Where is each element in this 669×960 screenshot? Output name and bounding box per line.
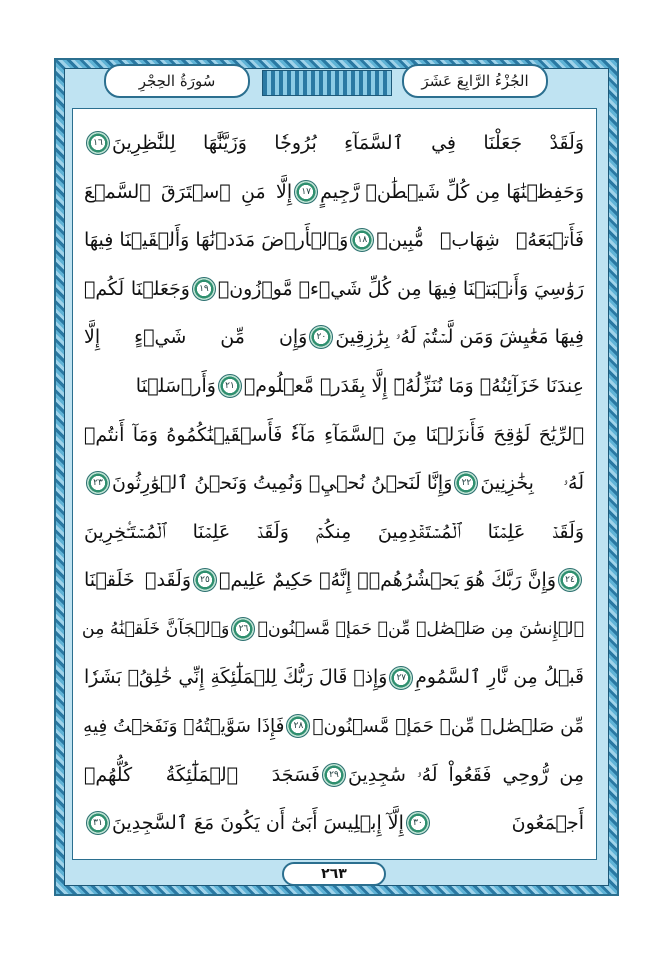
verse-text: ٱلرِّيَٰحَ لَوَٰقِحَ فَأَنزَلۡنَا مِنَ ٱلسَّمَآءِ مَآءٗ فَأَسۡقَيۡنَٰكُمُوهُ وَمَآ أَنتُمۡ (84, 423, 584, 446)
verse-text: وَإِذۡ قَالَ رَبُّكَ لِلۡمَلَٰٓئِكَةِ إِنِّي خَٰلِقُۢ بَشَرٗا (84, 667, 388, 689)
verse-text: إِلَّآ إِبۡلِيسَ أَبَىٰٓ أَن يَكُونَ مَعَ ٱلسَّٰجِدِينَ (112, 812, 404, 835)
verse-text: قَبۡلُ مِن نَّارِ ٱلسَّمُومِ (415, 667, 584, 689)
verse-text: وَأَرۡسَلۡنَا (135, 375, 216, 397)
verse-text: عِندَنَا خَزَآئِنُهُۥ وَمَا نُنَزِّلُهُۥٓ إِلَّا بِقَدَرٖ مَّعۡلُومٖ (243, 375, 584, 397)
ayah-marker: ٢٨ (286, 714, 310, 738)
verse-line (84, 460, 584, 506)
verse-text: ٱلۡإِنسَٰنَ مِن صَلۡصَٰلٖ مِّنۡ حَمَإٖ مَّسۡنُونٖ (257, 619, 584, 639)
verse-line (84, 655, 584, 701)
verse-line (84, 703, 584, 749)
page-number-cartouche (282, 862, 386, 886)
ayah-marker: ٣٠ (406, 811, 430, 835)
ayah-marker: ٢٢ (454, 471, 478, 495)
verse-text: وَلَقَدۡ خَلَقۡنَا (84, 569, 191, 592)
verse-text: فِيهَا مَعَٰيِشَ وَمَن لَّسۡتُمۡ لَهُۥ بِرَٰزِقِينَ (335, 326, 584, 349)
verse-text: وَلَقَدۡ عَلِمۡنَا ٱلۡمُسۡتَقۡدِمِينَ مِنكُمۡ وَلَقَدۡ عَلِمۡنَا ٱلۡمُسۡتَـٔۡخِرِينَ (84, 520, 584, 543)
ayah-marker: ١٧ (294, 180, 318, 204)
ayah-marker: ٢٦ (231, 617, 255, 641)
juz-name-cartouche (402, 64, 548, 98)
verse-text: فَسَجَدَ ٱلۡمَلَٰٓئِكَةُ كُلُّهُمۡ (84, 763, 320, 786)
verse-text: فَإِذَا سَوَّيۡتُهُۥ وَنَفَخۡتُ فِيهِ (83, 715, 285, 737)
verse-line (84, 266, 584, 312)
verse-line (84, 509, 584, 555)
page-number: ٢٦٣ (321, 866, 347, 882)
verse-text: وَإِنَّا لَنَحۡنُ نُحۡيِۦ وَنُمِيتُ وَنَحۡنُ ٱلۡوَٰرِثُونَ (112, 472, 453, 495)
verse-line (84, 752, 584, 798)
ayah-marker: ٢٧ (389, 666, 413, 690)
verse-line (84, 120, 584, 166)
verse-lines (81, 120, 584, 850)
verse-text: وَإِن مِّن شَيۡءٍ إِلَّا (84, 326, 308, 349)
verse-text: أَجۡمَعُونَ (511, 812, 584, 835)
verse-text: وَٱلۡجَآنَّ خَلَقۡنَٰهُ مِن (81, 619, 230, 639)
verse-text: وَٱلۡأَرۡضَ مَدَدۡنَٰهَا وَأَلۡقَيۡنَا فِيهَا (84, 229, 349, 252)
ayah-marker: ١٦ (86, 131, 110, 155)
verse-line (84, 314, 584, 360)
ayah-marker: ٢٠ (309, 325, 333, 349)
verse-line (84, 412, 584, 458)
juz-name: الجُزْءُ الرَّابِعَ عَشَرَ (421, 72, 529, 90)
verse-text: إِلَّا مَنِ ٱسۡتَرَقَ ٱلسَّمۡعَ (84, 180, 293, 203)
header-ornament (262, 70, 392, 96)
verse-text: مِّن صَلۡصَٰلٖ مِّنۡ حَمَإٖ مَّسۡنُونٖ (312, 715, 584, 737)
surah-name-cartouche (104, 64, 250, 98)
verse-text: فَأَتۡبَعَهُۥ شِهَابٞ مُّبِينٞ (376, 229, 584, 252)
ayah-marker: ١٩ (192, 277, 216, 301)
verse-text: رَوَٰسِيَ وَأَنۢبَتۡنَا فِيهَا مِن كُلِّ شَيۡءٖ مَّوۡزُونٖ (217, 277, 584, 300)
ayah-marker: ٢٩ (322, 763, 346, 787)
ayah-marker: ٢١ (218, 374, 242, 398)
ayah-marker: ٢٤ (558, 568, 582, 592)
verse-text: وَلَقَدْ جَعَلْنَا فِي ٱلسَّمَآءِ بُرُوجٗا وَزَيَّنَّٰهَا لِلنَّٰظِرِينَ (112, 132, 584, 154)
verse-text: وَحَفِظۡنَٰهَا مِن كُلِّ شَيۡطَٰنٖ رَّجِيمٍ (320, 180, 584, 203)
verse-line (84, 557, 584, 603)
surah-name: سُورَةُ الحِجْرِ (138, 72, 216, 90)
verse-line (84, 800, 584, 846)
verse-line (84, 363, 584, 409)
ayah-marker: ٢٥ (193, 568, 217, 592)
verse-text: وَإِنَّ رَبَّكَ هُوَ يَحۡشُرُهُمۡۚ إِنَّهُۥ حَكِيمٌ عَلِيمٞ (219, 569, 556, 592)
verse-text: مِن رُّوحِي فَقَعُواْ لَهُۥ سَٰجِدِينَ (348, 763, 584, 786)
verse-text: لَهُۥ بِخَٰزِنِينَ (480, 472, 584, 495)
ayah-marker: ١٨ (350, 228, 374, 252)
verse-text: وَجَعَلۡنَا لَكُمۡ (84, 277, 190, 300)
verse-line (84, 169, 584, 215)
ayah-marker: ٣١ (86, 811, 110, 835)
verse-line (81, 606, 584, 652)
verse-line (84, 217, 584, 263)
ayah-marker: ٢٣ (86, 471, 110, 495)
